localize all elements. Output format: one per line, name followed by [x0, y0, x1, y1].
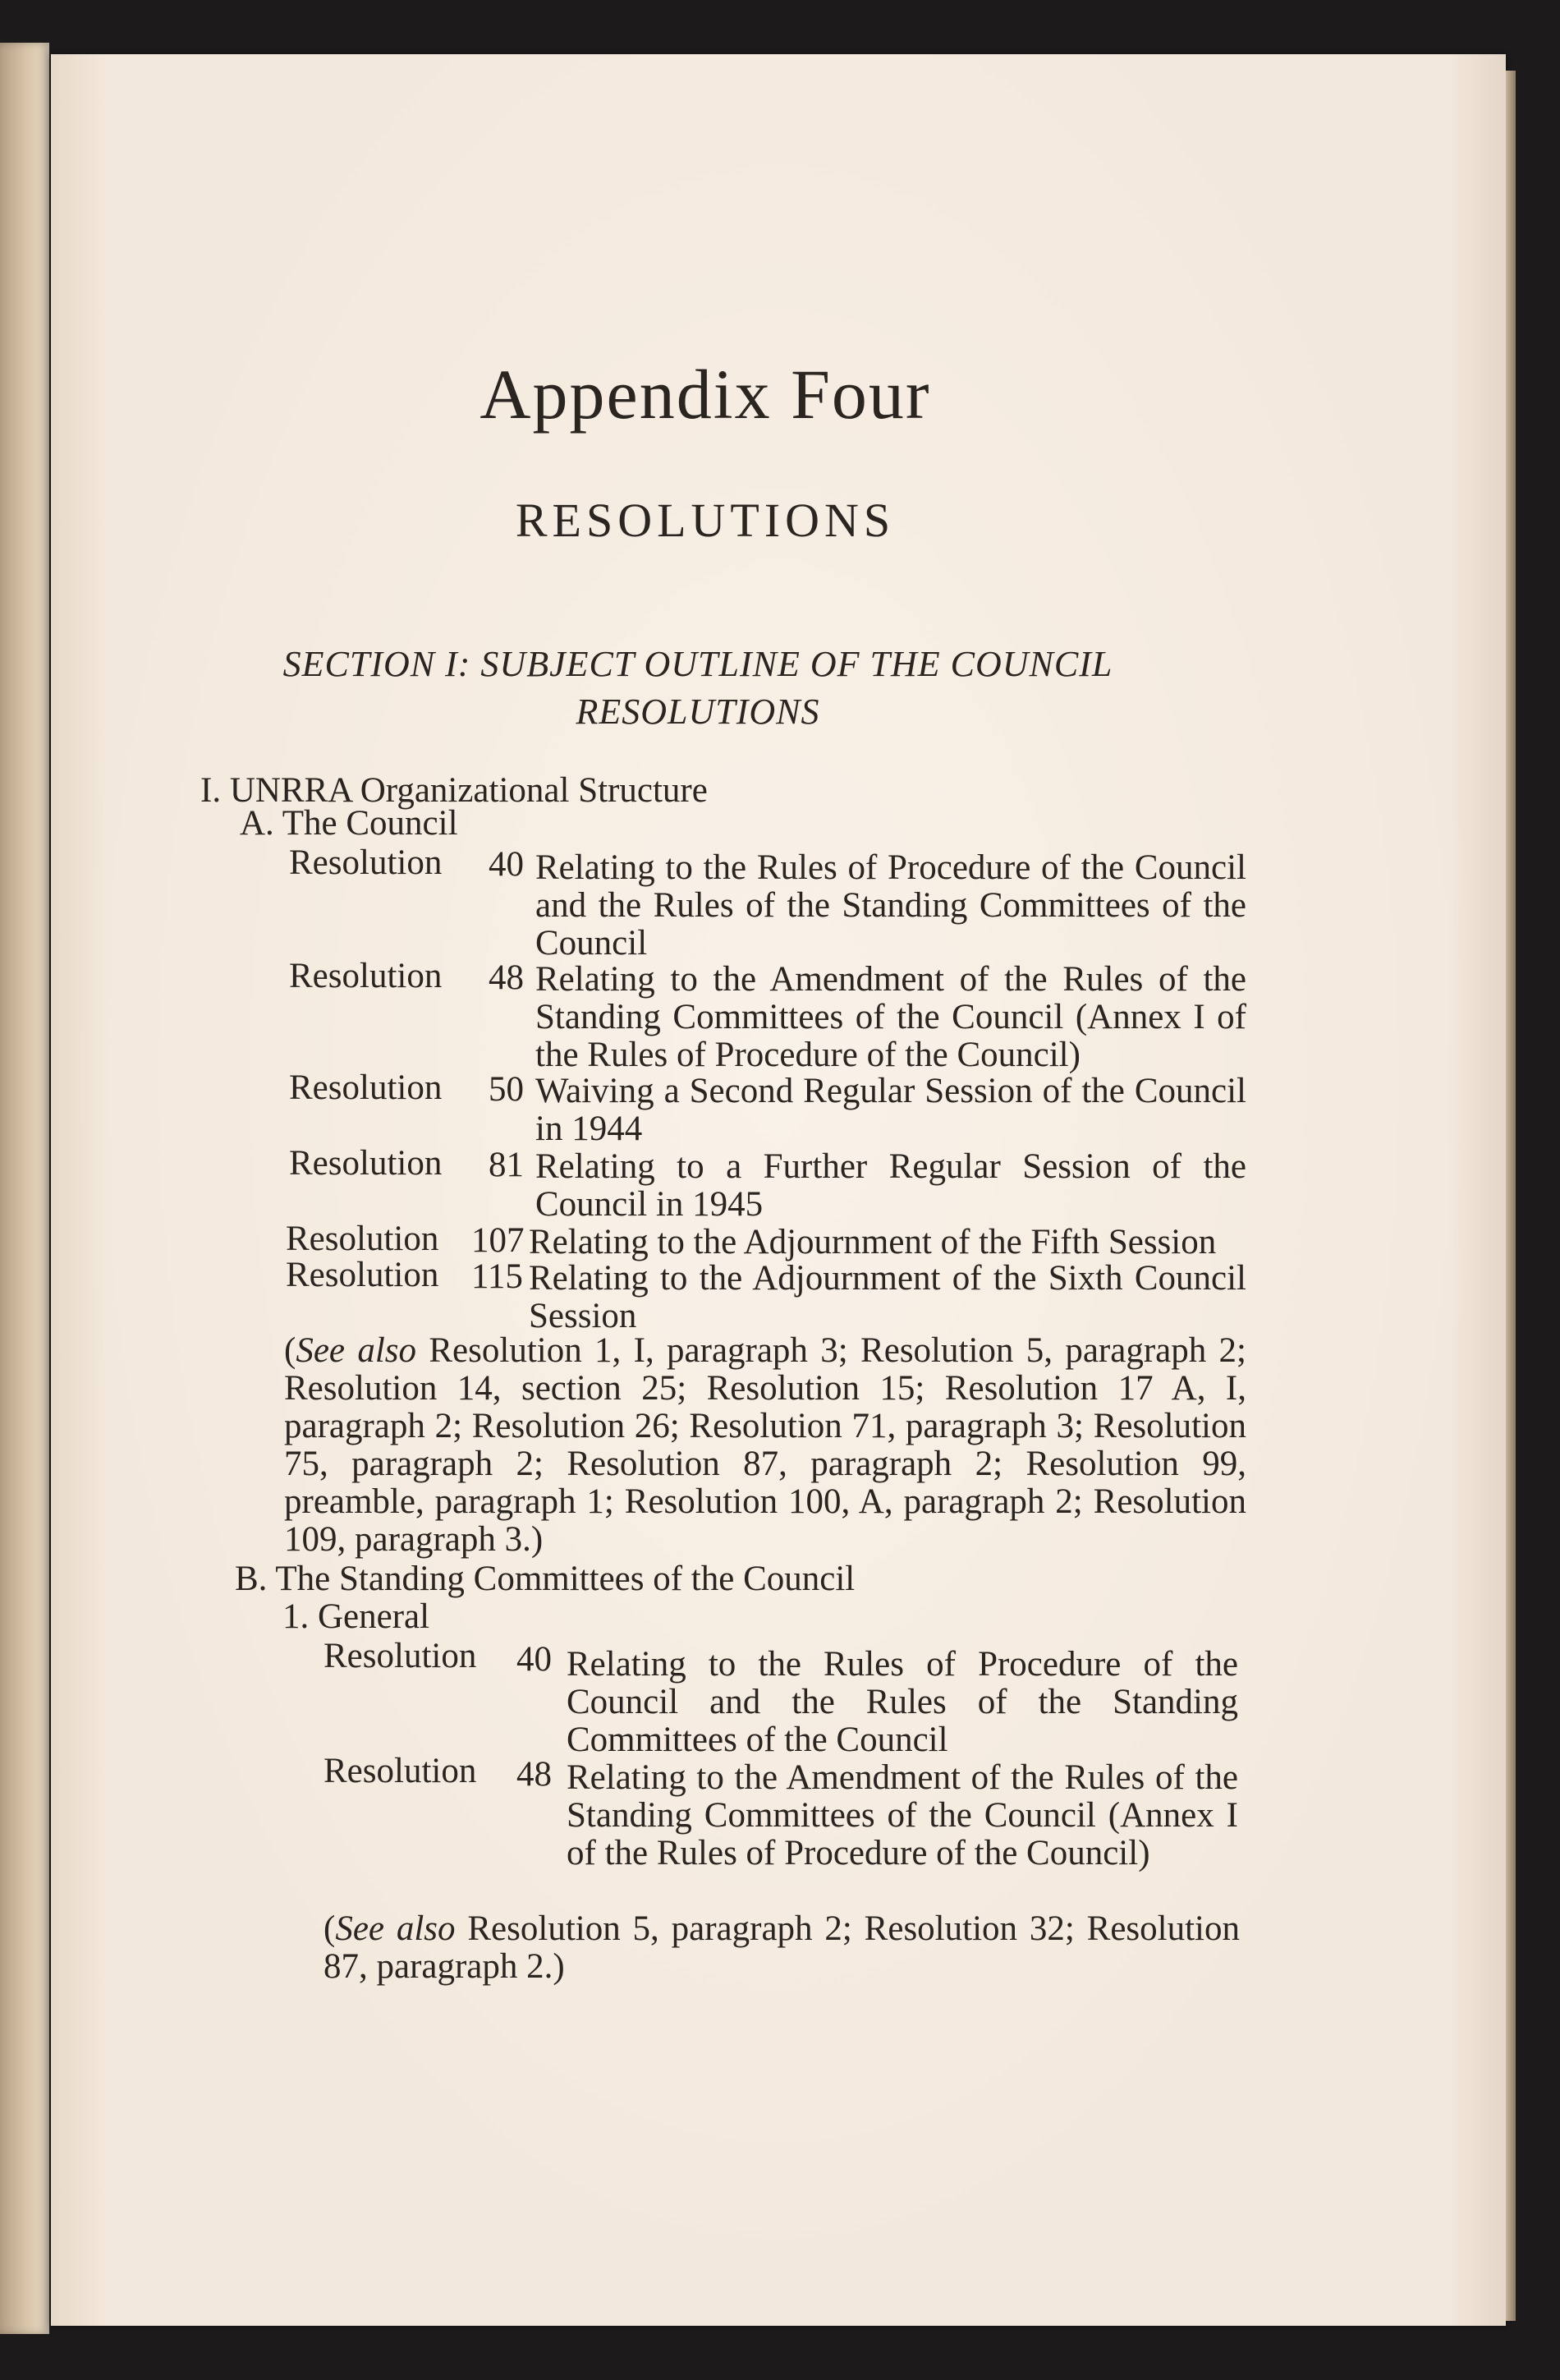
see-also-open-paren: (: [323, 1909, 336, 1948]
resolution-text: Waiving a Second Regular Session of the Council in 1944: [535, 1072, 1246, 1148]
subheading-b: B. The Standing Committees of the Council: [235, 1560, 856, 1598]
resolution-label: Resolution: [323, 1752, 477, 1790]
resolution-number: 115: [471, 1257, 523, 1296]
resolution-label: Resolution: [286, 1256, 439, 1294]
resolution-number: 40: [489, 845, 524, 884]
resolution-number: 48: [489, 958, 524, 997]
resolution-text: Relating to the Rules of Procedure of the Council and the Rules of the Standing Committees of the Council: [567, 1645, 1238, 1759]
resolution-number: 107: [471, 1221, 525, 1260]
resolution-label: Resolution: [286, 1220, 439, 1258]
resolution-text: Relating to the Rules of Procedure of the Council and the Rules of the Standing Committees of the Council: [535, 848, 1246, 963]
resolution-text: Relating to a Further Regular Session of the Council in 1945: [535, 1147, 1246, 1224]
resolution-text: Relating to the Amendment of the Rules of the Standing Committees of the Council (Annex I of the Rules of Procedure of the Council): [567, 1758, 1238, 1872]
see-also-italic: See also: [296, 1331, 417, 1370]
see-also-text: Resolution 5, paragraph 2; Resolution 32; Resolution 87, paragraph 2.): [323, 1909, 1240, 1986]
appendix-title: Appendix Four: [479, 355, 931, 434]
see-also-text: Resolution 1, I, paragraph 3; Resolution 5, paragraph 2; Resolution 14, section 25; Resolution 15; Resolution 17 A, I, paragraph 2; Resolution 26; Resolution 71, paragraph 3; Resolution 75, paragraph 2; Resolution 87, paragraph 2; Resolution 99, preamble, paragraph 1; Resolution 100, A, paragraph 2; Resolution 109, paragraph 3.): [284, 1331, 1247, 1559]
see-also-open-paren: (: [284, 1331, 296, 1370]
see-also-italic: See also: [335, 1909, 456, 1948]
resolution-number: 81: [489, 1146, 524, 1184]
resolution-label: Resolution: [289, 1144, 443, 1183]
resolution-text: Relating to the Amendment of the Rules of the Standing Committees of the Council (Annex I of the Rules of Procedure of the Council): [535, 960, 1246, 1074]
resolution-text: Relating to the Adjournment of the Sixth Council Session: [529, 1259, 1246, 1335]
section-title: SECTION I: SUBJECT OUTLINE OF THE COUNCIL RESOLUTIONS: [282, 644, 1113, 732]
resolution-text: Relating to the Adjournment of the Fifth Session: [529, 1223, 1217, 1261]
outline-heading-1: I. UNRRA Organizational Structure: [200, 771, 708, 810]
resolution-number: 40: [516, 1640, 552, 1679]
subheading-a: A. The Council: [240, 804, 458, 843]
resolution-number: 50: [489, 1070, 524, 1109]
resolution-label: Resolution: [289, 957, 443, 995]
resolution-number: 48: [516, 1755, 552, 1794]
resolution-label: Resolution: [289, 843, 443, 882]
see-also-note: [323, 1910, 1240, 1986]
resolution-label: Resolution: [323, 1637, 477, 1675]
item-1-heading: 1. General: [282, 1597, 430, 1636]
appendix-subtitle: RESOLUTIONS: [515, 494, 896, 547]
resolution-label: Resolution: [289, 1068, 443, 1107]
see-also-note: [284, 1332, 1246, 1559]
